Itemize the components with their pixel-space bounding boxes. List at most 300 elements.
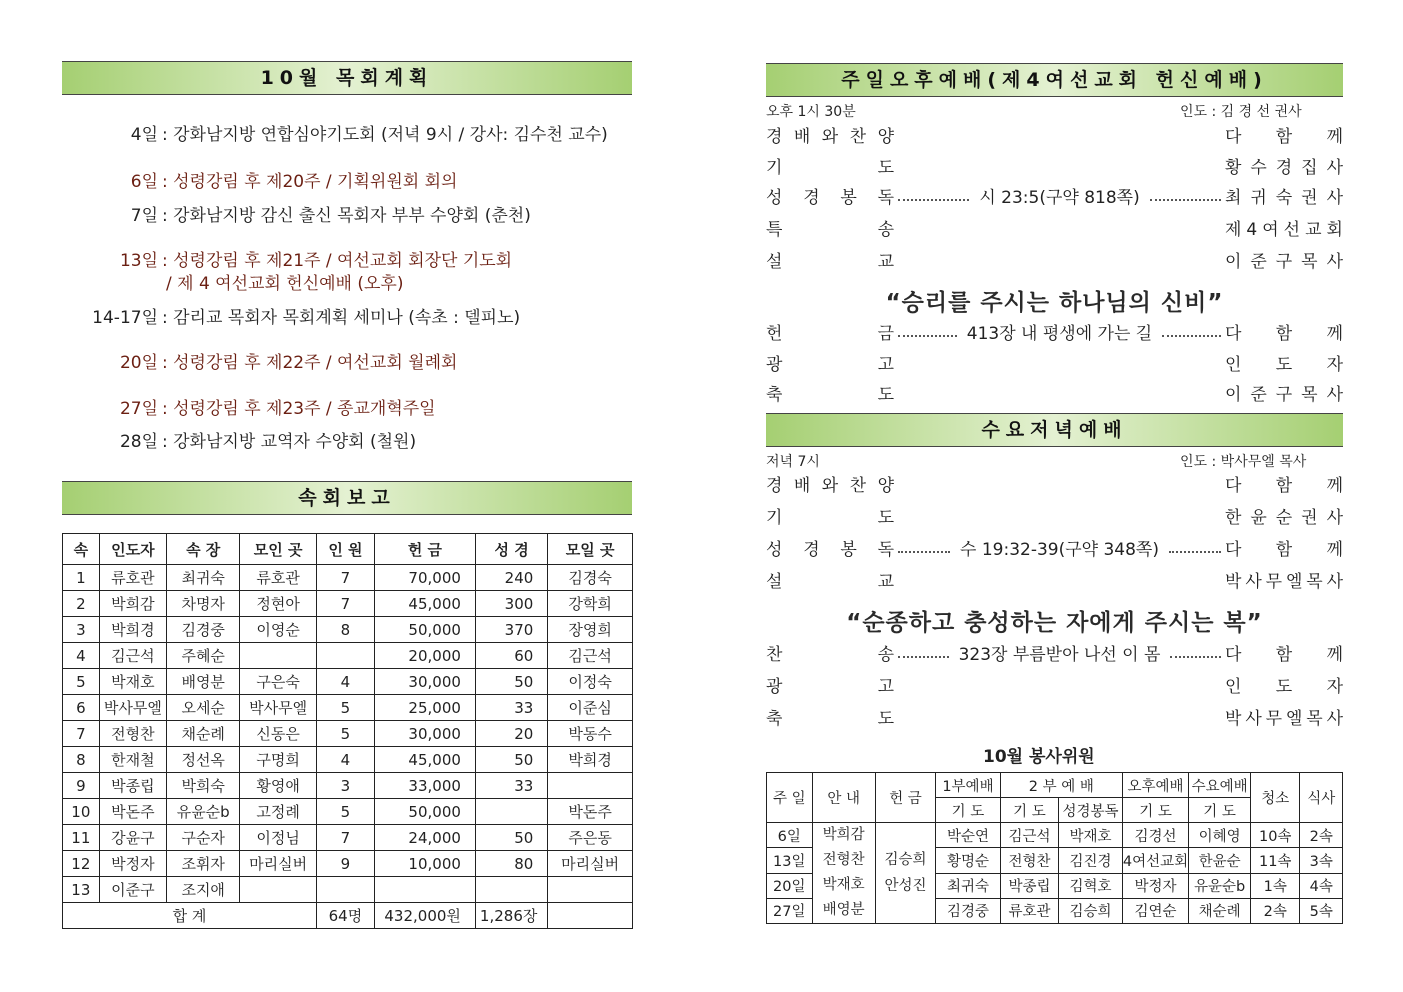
order-person-char: 사	[1326, 385, 1343, 405]
order-person	[1225, 706, 1343, 732]
table-cell: 박재호	[99, 669, 166, 695]
schedule-day: 6일	[130, 172, 158, 192]
table-cell: 이준심	[548, 695, 633, 721]
table-cell: 주혜순	[167, 643, 240, 669]
table-cell	[475, 799, 547, 825]
table-cell: 전형찬	[99, 721, 166, 747]
vol-header-first-service: 1부예배	[936, 773, 1001, 798]
table-cell	[548, 773, 633, 799]
vol-guide-name: 배영분	[822, 902, 865, 918]
order-person-char: 함	[1275, 476, 1293, 496]
order-person-char: 회	[1326, 220, 1343, 240]
order-person-char: 구	[1275, 252, 1293, 272]
order-person-char: 무	[1265, 572, 1283, 592]
table-cell: 30,000	[374, 669, 475, 695]
schedule-text: / 제 4 여선교회 헌신예배 (오후)	[166, 274, 404, 294]
table-cell: 한재철	[99, 747, 166, 773]
order-person	[1225, 352, 1343, 378]
order-person-char: 께	[1326, 127, 1343, 147]
order-person-char: 엘	[1285, 709, 1303, 729]
table-cell: 이준구	[99, 877, 166, 903]
table-cell: 정현아	[240, 591, 316, 617]
order-label-char: 배	[793, 476, 811, 496]
table-cell: 4	[63, 643, 100, 669]
order-label-char: 독	[877, 188, 894, 208]
table-header-row	[63, 534, 633, 565]
order-person-char: 께	[1326, 540, 1343, 560]
order-person	[1225, 569, 1343, 595]
table-cell: 33	[475, 695, 547, 721]
order-person-char: 함	[1275, 540, 1293, 560]
table-row	[63, 773, 633, 799]
order-label-char: 축	[766, 709, 783, 729]
order-leader-line	[894, 537, 1225, 563]
order-label	[766, 321, 894, 347]
plan-title: 10월 목회계획	[260, 67, 434, 89]
afternoon-header	[766, 63, 1343, 97]
vol-cell: 3속	[1300, 848, 1343, 873]
order-label-char: 기	[766, 158, 783, 178]
dotted-leader	[1150, 199, 1221, 201]
table-cell: 류호관	[240, 565, 316, 591]
table-cell: 구명희	[240, 747, 316, 773]
order-person-char: 다	[1225, 127, 1242, 147]
order-label-char: 고	[877, 677, 894, 697]
vol-header-offering: 헌 금	[875, 773, 935, 823]
total-empty	[548, 903, 633, 929]
order-label	[766, 473, 894, 499]
order-leader-line	[894, 485, 1225, 487]
order-item	[766, 321, 1343, 347]
total-offering: 432,000원	[374, 903, 475, 929]
order-person-char: 사	[1245, 572, 1262, 592]
order-label	[766, 537, 894, 563]
table-cell: 김경중	[167, 617, 240, 643]
vol-header-meal: 식사	[1300, 773, 1343, 823]
table-cell: 50	[475, 669, 547, 695]
table-cell: 60	[475, 643, 547, 669]
order-label-char: 와	[821, 127, 839, 147]
column-header: 속	[63, 534, 100, 565]
table-cell: 박희감	[99, 591, 166, 617]
order-leader-line	[894, 229, 1225, 231]
order-label-char: 설	[766, 572, 783, 592]
table-cell: 11	[63, 825, 100, 851]
vol-cell: 김근석	[1000, 823, 1058, 848]
order-leader-line	[894, 517, 1225, 519]
table-cell: 박종립	[99, 773, 166, 799]
order-label	[766, 674, 894, 700]
order-person-char: 인	[1225, 355, 1242, 375]
order-person	[1225, 124, 1343, 150]
table-row	[63, 591, 633, 617]
table-cell: 10,000	[374, 851, 475, 877]
vol-sub-scripture: 성경봉독	[1059, 798, 1123, 823]
vol-cell: 채순례	[1189, 898, 1251, 923]
table-cell: 13	[63, 877, 100, 903]
order-person-char: 도	[1275, 677, 1293, 697]
table-cell: 5	[316, 695, 374, 721]
vol-sub-prayer: 기 도	[1189, 798, 1251, 823]
vol-offering-name: 김승희	[884, 852, 927, 868]
table-row	[63, 669, 633, 695]
order-person-char: 집	[1301, 158, 1318, 178]
order-label-char: 경	[766, 476, 783, 496]
cell-report-title: 속회보고	[298, 487, 396, 509]
table-cell: 50,000	[374, 617, 475, 643]
order-label-char: 찬	[766, 645, 783, 665]
order-item	[766, 569, 1343, 595]
order-item	[766, 473, 1343, 499]
order-person-char: 사	[1326, 572, 1343, 592]
table-cell: 구은숙	[240, 669, 316, 695]
order-label-char: 양	[877, 476, 894, 496]
order-label-char: 도	[877, 385, 894, 405]
afternoon-sermon-title: “승리를 주시는 하나님의 신비”	[885, 290, 1224, 316]
order-detail: 수 19:32-39(구약 348쪽)	[960, 540, 1159, 560]
order-person-char: 순	[1275, 508, 1293, 528]
column-header: 인도자	[99, 534, 166, 565]
order-label-char: 독	[877, 540, 894, 560]
table-cell: 박정자	[99, 851, 166, 877]
table-row	[63, 565, 633, 591]
order-item	[766, 249, 1343, 275]
vol-header-sunday: 주 일	[767, 773, 813, 823]
table-cell: 5	[316, 799, 374, 825]
table-cell: 70,000	[374, 565, 475, 591]
dotted-leader	[1169, 551, 1221, 553]
order-label-char: 경	[803, 540, 820, 560]
table-cell: 240	[475, 565, 547, 591]
order-person	[1225, 473, 1343, 499]
order-person-char: 황	[1225, 158, 1242, 178]
table-cell: 주은동	[548, 825, 633, 851]
order-person-char: 수	[1250, 158, 1267, 178]
vol-cell: 2속	[1300, 823, 1343, 848]
schedule-item	[62, 124, 608, 146]
order-person-char: 교	[1305, 220, 1322, 240]
order-leader-line	[894, 718, 1225, 720]
order-label-char: 찬	[849, 127, 867, 147]
order-person-char: 여	[1262, 220, 1279, 240]
order-label	[766, 352, 894, 378]
table-cell: 7	[316, 565, 374, 591]
order-label-char: 광	[766, 355, 783, 375]
order-person-char: 사	[1326, 508, 1343, 528]
vol-cell: 이혜영	[1189, 823, 1251, 848]
order-label-char: 헌	[766, 324, 783, 344]
plan-header	[62, 61, 632, 95]
schedule-text: : 강화남지방 교역자 수양회 (철원)	[162, 432, 417, 452]
order-person-char: 권	[1301, 188, 1318, 208]
table-cell: 박동수	[548, 721, 633, 747]
order-leader-line	[894, 686, 1225, 688]
vol-date: 13일	[767, 848, 813, 873]
table-cell: 박사무엘	[99, 695, 166, 721]
dotted-leader	[898, 551, 950, 553]
order-person-char: 목	[1306, 709, 1323, 729]
order-label-char: 광	[766, 677, 783, 697]
table-cell	[316, 643, 374, 669]
total-people: 64명	[316, 903, 374, 929]
table-cell: 마리실버	[240, 851, 316, 877]
vol-date: 6일	[767, 823, 813, 848]
order-label-char: 송	[877, 645, 894, 665]
dotted-leader	[898, 656, 949, 658]
order-person	[1225, 249, 1343, 275]
table-row	[63, 617, 633, 643]
table-row	[63, 643, 633, 669]
order-person-char: 께	[1326, 324, 1343, 344]
table-row	[63, 877, 633, 903]
table-cell: 2	[63, 591, 100, 617]
table-row	[63, 747, 633, 773]
order-label	[766, 217, 894, 243]
vol-header-wednesday-service: 수요예배	[1189, 773, 1251, 798]
schedule-day: 20일	[119, 353, 158, 373]
order-label	[766, 706, 894, 732]
vol-cell: 박정자	[1122, 873, 1188, 898]
order-item	[766, 505, 1343, 531]
order-person-char: 함	[1275, 127, 1293, 147]
table-cell: 45,000	[374, 591, 475, 617]
vol-header-second-service: 2 부 예 배	[1000, 773, 1122, 798]
order-leader-line	[894, 167, 1225, 169]
order-person-char: 사	[1326, 709, 1343, 729]
order-label-char: 봉	[840, 540, 857, 560]
total-bible: 1,286장	[475, 903, 547, 929]
order-leader-line	[894, 185, 1225, 211]
table-cell: 3	[63, 617, 100, 643]
vol-cell: 전형찬	[1000, 848, 1058, 873]
order-person-char: 윤	[1250, 508, 1267, 528]
dotted-leader	[1170, 656, 1221, 658]
table-cell: 3	[316, 773, 374, 799]
table-cell: 이영순	[240, 617, 316, 643]
table-cell	[240, 877, 316, 903]
column-header: 속 장	[167, 534, 240, 565]
order-person-char: 무	[1265, 709, 1283, 729]
table-row	[63, 851, 633, 877]
table-cell: 370	[475, 617, 547, 643]
vol-cell: 1속	[1251, 873, 1300, 898]
order-item	[766, 382, 1343, 408]
order-person-char: 께	[1326, 645, 1343, 665]
schedule-item	[62, 273, 403, 295]
vol-sub-prayer: 기 도	[1000, 798, 1058, 823]
order-label	[766, 569, 894, 595]
order-person-char: 사	[1245, 709, 1262, 729]
vol-guide-name: 박재호	[822, 877, 865, 893]
vol-cell: 김승희	[1059, 898, 1123, 923]
order-label	[766, 155, 894, 181]
order-person	[1225, 155, 1343, 181]
table-cell: 구순자	[167, 825, 240, 851]
vol-cell: 황명순	[936, 848, 1001, 873]
table-cell: 조지애	[167, 877, 240, 903]
table-cell: 이정숙	[548, 669, 633, 695]
table-cell: 4	[316, 747, 374, 773]
schedule-item	[62, 352, 457, 374]
table-cell: 박돈주	[548, 799, 633, 825]
order-person	[1225, 674, 1343, 700]
table-cell: 8	[316, 617, 374, 643]
cell-report-table	[62, 533, 633, 929]
order-person-char: 경	[1275, 158, 1293, 178]
table-cell: 5	[316, 721, 374, 747]
order-person-char: 목	[1306, 572, 1323, 592]
table-cell: 오세순	[167, 695, 240, 721]
vol-cell: 한윤순	[1189, 848, 1251, 873]
order-item	[766, 124, 1343, 150]
table-cell: 김근석	[99, 643, 166, 669]
afternoon-leader: 인도 : 김 경 선 권사	[1180, 104, 1302, 120]
dotted-leader	[898, 335, 957, 337]
table-cell: 최귀숙	[167, 565, 240, 591]
schedule-text: : 강화남지방 연합심야기도회 (저녁 9시 / 강사: 김수천 교수)	[162, 125, 608, 145]
order-item	[766, 352, 1343, 378]
order-label-char: 봉	[840, 188, 857, 208]
schedule-text: : 성령강림 후 제22주 / 여선교회 월례회	[162, 353, 458, 373]
order-detail: 413장 내 평생에 가는 길	[966, 324, 1153, 344]
vol-sub-prayer: 기 도	[1122, 798, 1188, 823]
table-cell: 20	[475, 721, 547, 747]
table-cell: 30,000	[374, 721, 475, 747]
vol-cell: 최귀숙	[936, 873, 1001, 898]
order-leader-line	[894, 364, 1225, 366]
column-header: 인 원	[316, 534, 374, 565]
order-person-char: 다	[1225, 540, 1242, 560]
vol-cell: 5속	[1300, 898, 1343, 923]
vol-cell: 11속	[1251, 848, 1300, 873]
wednesday-sermon-title: “순종하고 충성하는 자에게 주시는 복”	[846, 610, 1263, 636]
table-cell: 9	[63, 773, 100, 799]
order-label	[766, 382, 894, 408]
order-leader-line	[894, 321, 1225, 347]
order-label-char: 도	[877, 709, 894, 729]
schedule-day: 28일	[119, 432, 158, 452]
table-cell	[475, 877, 547, 903]
order-item	[766, 537, 1343, 563]
order-leader-line	[894, 394, 1225, 396]
order-person-char: 숙	[1275, 188, 1293, 208]
order-label-char: 교	[877, 572, 894, 592]
order-label-char: 특	[766, 220, 783, 240]
vol-cell: 박종립	[1000, 873, 1058, 898]
order-person	[1225, 321, 1343, 347]
schedule-day: 7일	[130, 206, 158, 226]
order-label-char: 찬	[849, 476, 867, 496]
vol-guide-name: 전형찬	[822, 852, 865, 868]
table-row	[63, 799, 633, 825]
table-row	[63, 721, 633, 747]
vol-header-afternoon-service: 오후예배	[1122, 773, 1188, 798]
order-label	[766, 124, 894, 150]
table-cell: 박희경	[99, 617, 166, 643]
table-cell: 황영애	[240, 773, 316, 799]
order-label-char: 송	[877, 220, 894, 240]
order-person-char: 최	[1225, 188, 1242, 208]
table-cell: 김근석	[548, 643, 633, 669]
order-label-char: 양	[877, 127, 894, 147]
order-leader-line	[894, 136, 1225, 138]
order-person-char: 권	[1301, 508, 1318, 528]
afternoon-time: 오후 1시 30분	[766, 104, 856, 120]
schedule-text: : 성령강림 후 제20주 / 기획위원회 회의	[162, 172, 458, 192]
table-cell: 12	[63, 851, 100, 877]
order-person	[1225, 185, 1343, 211]
vol-guide-cell	[812, 823, 875, 924]
volunteers-table	[766, 772, 1343, 924]
vol-cell: 2속	[1251, 898, 1300, 923]
order-person-char: 이	[1225, 252, 1242, 272]
order-person-char: 다	[1225, 645, 1242, 665]
table-cell: 7	[63, 721, 100, 747]
order-person-char: 사	[1326, 252, 1343, 272]
schedule-item	[62, 431, 416, 453]
order-label-char: 교	[877, 252, 894, 272]
order-person-char: 준	[1250, 385, 1267, 405]
dotted-leader	[1162, 335, 1221, 337]
afternoon-title: 주일오후예배(제4여선교회 헌신예배)	[841, 69, 1268, 91]
order-person-char: 목	[1301, 252, 1318, 272]
wednesday-title: 수요저녁예배	[981, 419, 1128, 441]
table-cell: 33	[475, 773, 547, 799]
table-cell: 이정님	[240, 825, 316, 851]
table-cell: 박돈주	[99, 799, 166, 825]
table-cell: 박희숙	[167, 773, 240, 799]
table-cell: 8	[63, 747, 100, 773]
vol-cell: 박재호	[1059, 823, 1123, 848]
vol-offering-name: 안성진	[884, 878, 927, 894]
vol-cell: 4여선교회	[1122, 848, 1188, 873]
schedule-item	[62, 307, 520, 329]
order-label-char: 경	[803, 188, 820, 208]
vol-date: 27일	[767, 898, 813, 923]
order-person-char: 다	[1225, 476, 1242, 496]
vol-cell: 류호관	[1000, 898, 1058, 923]
order-person	[1225, 505, 1343, 531]
cell-report-header	[62, 481, 632, 515]
order-detail: 시 23:5(구약 818쪽)	[979, 188, 1140, 208]
order-person-char: 이	[1225, 385, 1242, 405]
order-leader-line	[894, 581, 1225, 583]
table-cell: 4	[316, 669, 374, 695]
table-cell: 300	[475, 591, 547, 617]
order-label-char: 성	[766, 188, 783, 208]
schedule-text: : 성령강림 후 제23주 / 종교개혁주일	[162, 399, 436, 419]
vol-cell: 4속	[1300, 873, 1343, 898]
order-person-char: 다	[1225, 324, 1242, 344]
table-cell: 차명자	[167, 591, 240, 617]
order-item	[766, 217, 1343, 243]
order-label-char: 설	[766, 252, 783, 272]
dotted-leader	[898, 199, 969, 201]
order-leader-line	[894, 261, 1225, 263]
table-row	[63, 825, 633, 851]
order-person-char: 구	[1275, 385, 1293, 405]
order-person-char: 선	[1283, 220, 1301, 240]
schedule-item	[62, 250, 512, 272]
order-item	[766, 674, 1343, 700]
table-cell: 7	[316, 825, 374, 851]
order-label-char: 배	[793, 127, 811, 147]
table-cell: 45,000	[374, 747, 475, 773]
vol-header-cleaning: 청소	[1251, 773, 1300, 823]
table-cell: 채순례	[167, 721, 240, 747]
order-detail: 323장 부름받아 나선 이 몸	[958, 645, 1161, 665]
table-cell	[548, 877, 633, 903]
